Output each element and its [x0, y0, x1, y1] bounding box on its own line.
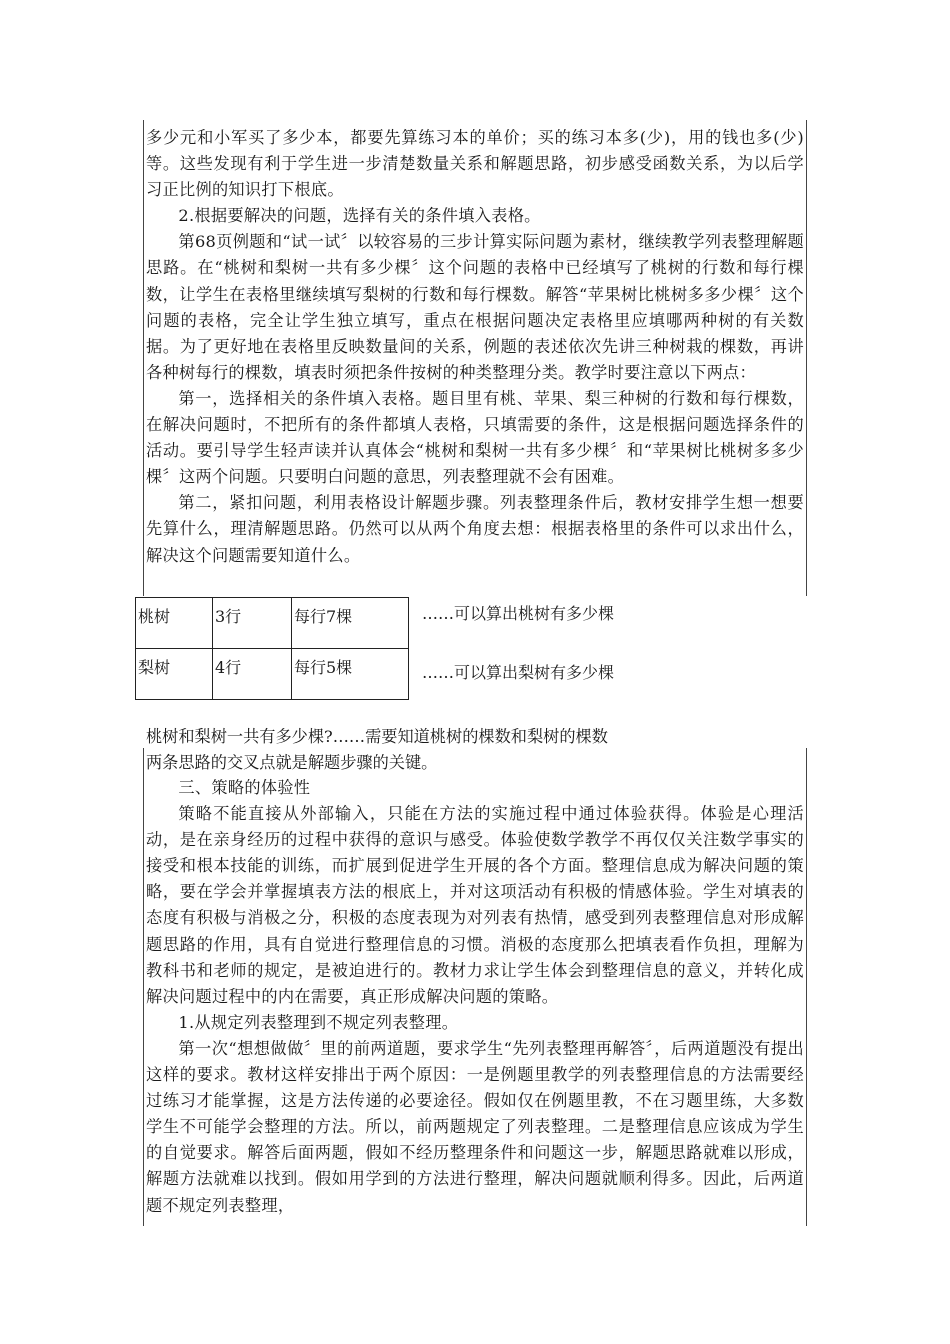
text-block-lower — [146, 775, 804, 1219]
section-heading: 三、策略的体验性 — [178, 778, 311, 797]
table-cell: 3行 — [213, 598, 292, 649]
table-cell: 每行5棵 — [292, 649, 409, 700]
left-border-lower — [143, 748, 144, 1226]
paragraph: 1.从规定列表整理到不规定列表整理。 — [178, 1012, 459, 1032]
note-peach: ……可以算出桃树有多少棵 — [422, 604, 615, 623]
paragraph: 第二，紧扣问题，利用表格设计解题步骤。列表整理条件后，教材安排学生想一想要先算什么，理清解题思路。仍然可以从两个角度去想：根据表格里的条件可以求出什么，解决这个问题需要知道什么。 — [146, 493, 804, 565]
paragraph: 2.根据要解决的问题，选择有关的条件填入表格。 — [178, 206, 541, 226]
right-border-lower — [806, 748, 807, 1226]
paragraph: 第68页例题和“试一试〞以较容易的三步计算实际问题为素材，继续教学列表整理解题思路。在“桃树和梨树一共有多少棵〞这个问题的表格中已经填写了桃树的行数和每行棵数，让学生在表格里继续填写梨树的行数和每行棵数。解答“苹果树比桃树多多少棵〞这个问题的表格，完全让学生独立填写，重点在根据问题决定表格里应填哪两种树的有关数据。为了更好地在表格里反映数量间的关系，例题的表述依次先讲三种树栽的棵数，再讲各种树每行的棵数，填表时须把条件按树的种类整理分类。教学时要注意以下两点： — [146, 232, 804, 382]
note-pear: ……可以算出梨树有多少棵 — [422, 663, 615, 682]
table-row — [136, 649, 409, 700]
condition-table — [135, 597, 409, 700]
text-block-upper — [146, 125, 804, 569]
paragraph: 多少元和小军买了多少本，都要先算练习本的单价；买的练习本多(少)，用的钱也多(少)等。这些发现有利于学生进一步清楚数量关系和解题思路，初步感受函数关系，为以后学习正比例的知识打下根底。 — [146, 128, 804, 200]
left-border — [143, 120, 144, 596]
right-border — [806, 120, 807, 596]
table-cell: 每行7棵 — [292, 598, 409, 649]
table-cell: 4行 — [213, 649, 292, 700]
table-cell: 梨树 — [136, 649, 213, 700]
table-cell: 桃树 — [136, 598, 213, 649]
paragraph: 策略不能直接从外部输入，只能在方法的实施过程中通过体验获得。体验是心理活动，是在亲身经历的过程中获得的意识与感受。体验使数学教学不再仅仅关注数学事实的接受和根本技能的训练，而扩展到促进学生开展的各个方面。整理信息成为解决问题的策略，要在学会并掌握填表方法的根底上，并对这项活动有积极的情感体验。学生对填表的态度有积极与消极之分，积极的态度表现为对列表有热情，感受到列表整理信息对形成解题思路的作用，具有自觉进行整理信息的习惯。消极的态度那么把填表看作负担，理解为教科书和老师的规定，是被迫进行的。教材力求让学生体会到整理信息的意义，并转化成解决问题过程中的内在需要，真正形成解决问题的策略。 — [146, 804, 804, 1006]
question-line: 桃树和梨树一共有多少棵?……需要知道桃树的棵数和梨树的棵数 — [146, 727, 608, 746]
table-row — [136, 598, 409, 649]
paragraph: 第一，选择相关的条件填入表格。题目里有桃、苹果、梨三种树的行数和每行棵数，在解决问题时，不把所有的条件都填人表格，只填需要的条件，这是根据问题选择条件的活动。要引导学生轻声读并认真体会“桃树和梨树一共有多少棵〞和“苹果树比桃树多多少棵〞这两个问题。只要明白问题的意思，列表整理就不会有困难。 — [146, 388, 804, 487]
paragraph: 第一次“想想做做〞里的前两道题，要求学生“先列表整理再解答〞，后两道题没有提出这样的要求。教材这样安排出于两个原因：一是例题里教学的列表整理信息的方法需要经过练习才能掌握，这是方法传递的必要途径。假如仅在例题里教，不在习题里练，大多数学生不可能学会整理的方法。所以，前两题规定了列表整理。二是整理信息应该成为学生的自觉要求。解答后面两题，假如不经历整理条件和问题这一步，解题思路就难以形成，解题方法就难以找到。假如用学到的方法进行整理，解决问题就顺利得多。因此，后两道题不规定列表整理， — [146, 1038, 804, 1215]
key-line: 两条思路的交叉点就是解题步骤的关键。 — [146, 753, 438, 772]
